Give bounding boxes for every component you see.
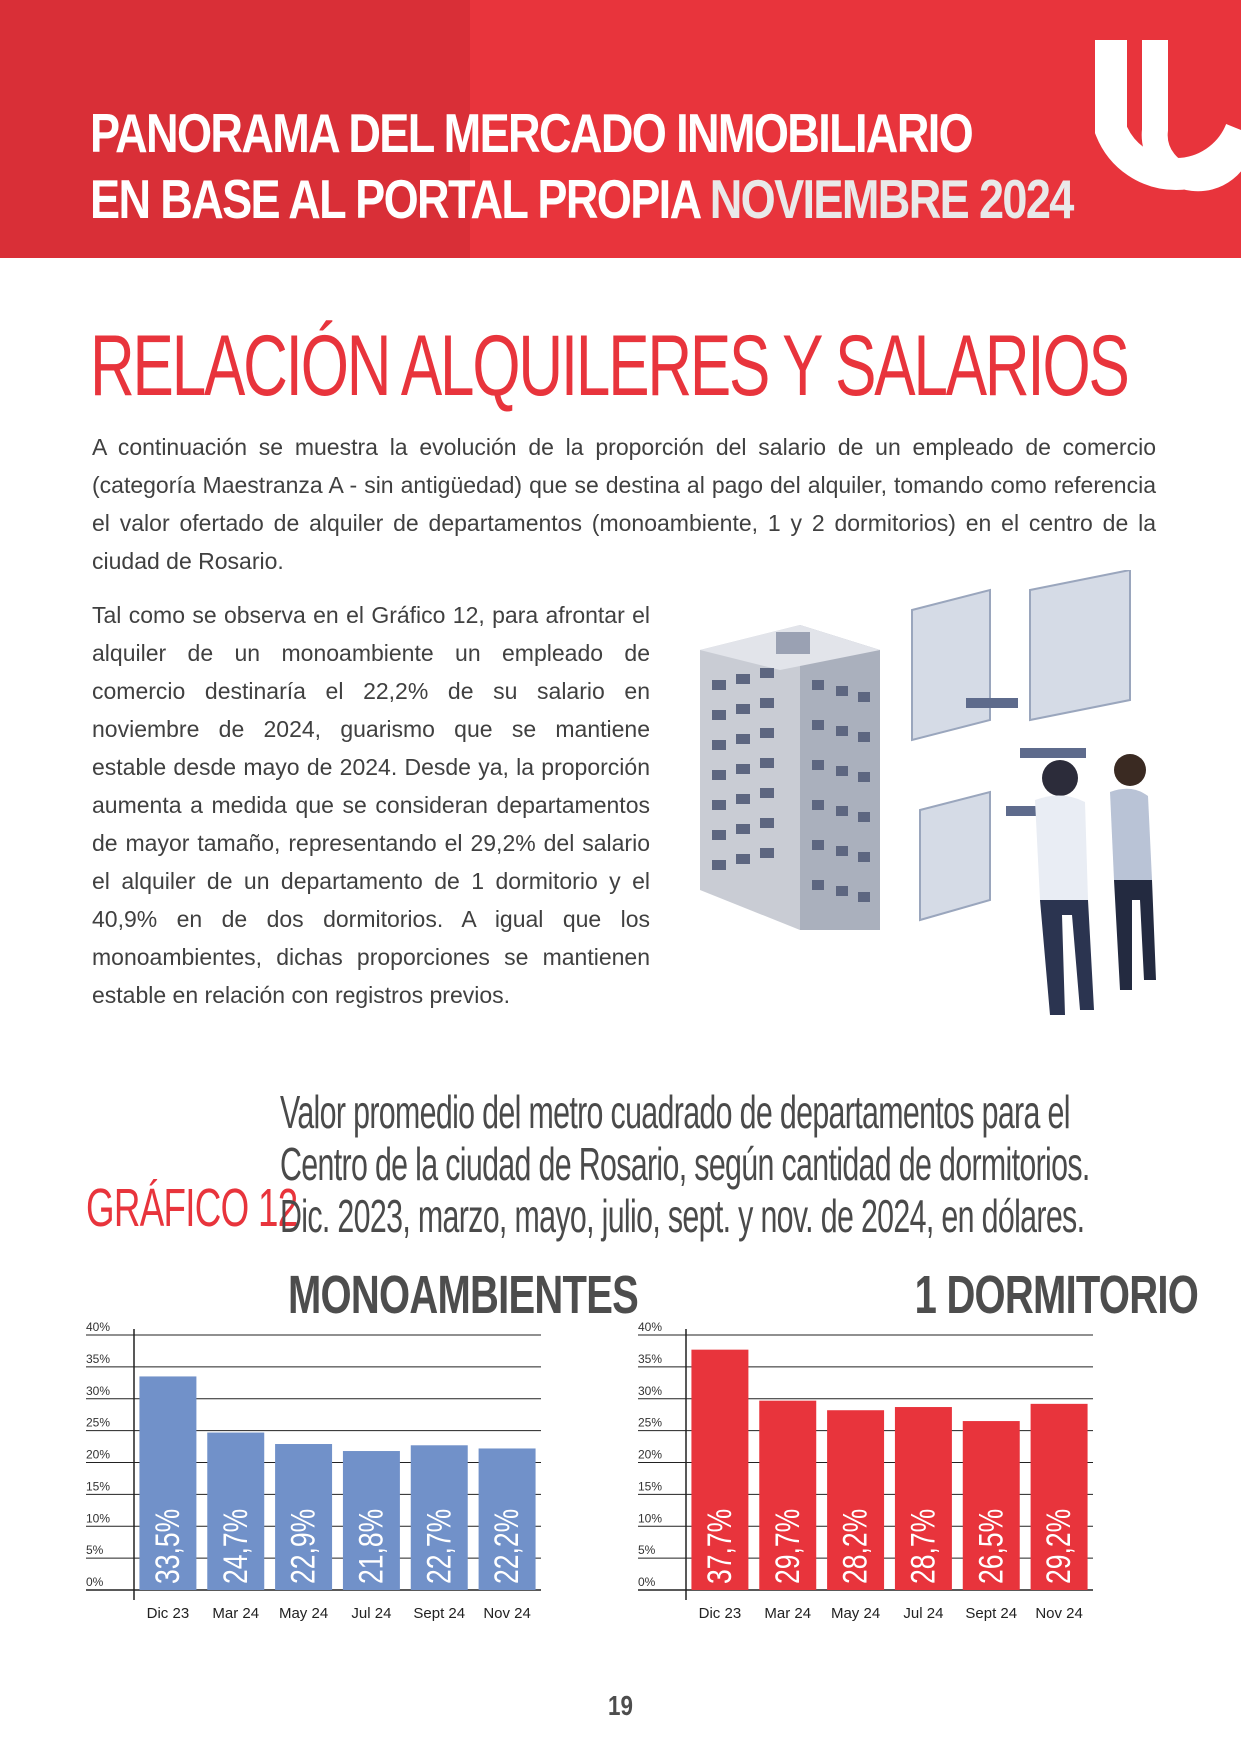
header-title-highlight: NOVIEMBRE 2024 (709, 168, 1073, 230)
bar-data-label: 21,8% (352, 1508, 391, 1584)
header-title-line1: PANORAMA DEL MERCADO INMOBILIARIO (90, 102, 973, 164)
header-title (90, 100, 1073, 232)
intro-paragraph: A continuación se muestra la evolución de la proporción del salario de un empleado de comercio (categoría Maestranza A - sin antigüedad) que se destina al pago del alquiler, tomando como referencia el valor ofertado de alquiler de departamentos (monoambiente, 1 y 2 dormitorios) en el centro de la ciudad de Rosario. (92, 434, 1156, 574)
x-tick-label: May 24 (278, 1605, 329, 1622)
x-tick-label: Dic 23 (698, 1605, 742, 1622)
x-tick-label: Jul 24 (903, 1605, 944, 1622)
chart-title-monoambientes: MONOAMBIENTES (288, 1265, 639, 1325)
y-tick-label: 30% (86, 1383, 111, 1398)
x-tick-label: Dic 23 (146, 1605, 190, 1622)
brand-logo-icon (1095, 20, 1241, 240)
x-tick-label: Sept 24 (413, 1605, 466, 1622)
bar-data-label: 37,7% (700, 1508, 739, 1584)
building-icon (700, 625, 880, 930)
bar-data-label: 22,9% (284, 1508, 323, 1584)
y-tick-label: 25% (638, 1415, 663, 1430)
chart-description (280, 1086, 1090, 1242)
header-title-line2-text: EN BASE AL PORTAL PROPIA (90, 168, 699, 230)
y-tick-label: 20% (638, 1447, 663, 1462)
chart-1-dormitorio-svg (638, 1265, 1198, 1675)
y-tick-label: 5% (638, 1543, 656, 1558)
x-tick-label: Sept 24 (965, 1605, 1018, 1622)
chart-monoambientes-svg (86, 1265, 646, 1675)
x-tick-label: Mar 24 (764, 1605, 812, 1622)
bar-data-label: 29,7% (768, 1508, 807, 1584)
y-tick-label: 15% (86, 1479, 111, 1494)
x-tick-label: May 24 (830, 1605, 881, 1622)
chart-monoambientes (86, 1265, 646, 1675)
bar-data-label: 29,2% (1040, 1508, 1079, 1584)
y-tick-label: 40% (86, 1320, 111, 1334)
y-tick-label: 35% (86, 1351, 111, 1366)
chart-1-dormitorio (638, 1265, 1198, 1675)
people-icon (1035, 754, 1156, 1015)
y-tick-label: 10% (86, 1511, 111, 1526)
x-tick-label: Nov 24 (483, 1605, 531, 1622)
y-tick-label: 15% (638, 1479, 663, 1494)
x-tick-label: Mar 24 (212, 1605, 260, 1622)
bar-data-label: 28,7% (904, 1508, 943, 1584)
building-illustration (690, 570, 1170, 1040)
y-tick-label: 25% (86, 1415, 111, 1430)
y-tick-label: 35% (638, 1351, 663, 1366)
bar-data-label: 22,7% (420, 1508, 459, 1584)
chart-title-1-dormitorio: 1 DORMITORIO (914, 1265, 1198, 1325)
header-title-line2 (90, 166, 1073, 232)
x-tick-label: Jul 24 (351, 1605, 392, 1622)
chart-label: GRÁFICO 12 (86, 1178, 298, 1238)
bar-data-label: 22,2% (488, 1508, 527, 1584)
chart-description-line1: Valor promedio del metro cuadrado de departamentos para el (280, 1086, 1070, 1138)
y-tick-label: 0% (86, 1575, 104, 1589)
bar-data-label: 28,2% (836, 1508, 875, 1584)
page-number: 19 (608, 1690, 633, 1721)
section-title: RELACIÓN ALQUILERES Y SALARIOS (90, 318, 1128, 414)
y-tick-label: 0% (638, 1575, 656, 1589)
header-band (0, 0, 1241, 258)
y-tick-label: 10% (638, 1511, 663, 1526)
bar-data-label: 24,7% (216, 1508, 255, 1584)
bar-data-label: 26,5% (972, 1508, 1011, 1584)
chart-description-line3: Dic. 2023, marzo, mayo, julio, sept. y nov. de 2024, en dólares. (280, 1190, 1085, 1242)
y-tick-label: 5% (86, 1543, 104, 1558)
analysis-paragraph: Tal como se observa en el Gráfico 12, para afrontar el alquiler de un monoambiente un empleado de comercio destinaría el 22,2% de su salario en noviembre de 2024, guarismo que se mantiene estable desde mayo de 2024. Desde ya, la proporción aumenta a medida que se consideran departamentos de mayor tamaño, representando el 29,2% del salario el alquiler de un departamento de 1 dormitorio y el 40,9% en de dos dormitorios. A igual que los monoambientes, dichas proporciones se mantienen estable en relación con registros previos. (92, 602, 650, 1008)
y-tick-label: 30% (638, 1383, 663, 1398)
chart-description-line2: Centro de la ciudad de Rosario, según cantidad de dormitorios. (280, 1138, 1090, 1190)
y-tick-label: 40% (638, 1320, 663, 1334)
y-tick-label: 20% (86, 1447, 111, 1462)
x-tick-label: Nov 24 (1035, 1605, 1083, 1622)
floor-plan-icon (912, 570, 1130, 920)
bar-data-label: 33,5% (148, 1508, 187, 1584)
